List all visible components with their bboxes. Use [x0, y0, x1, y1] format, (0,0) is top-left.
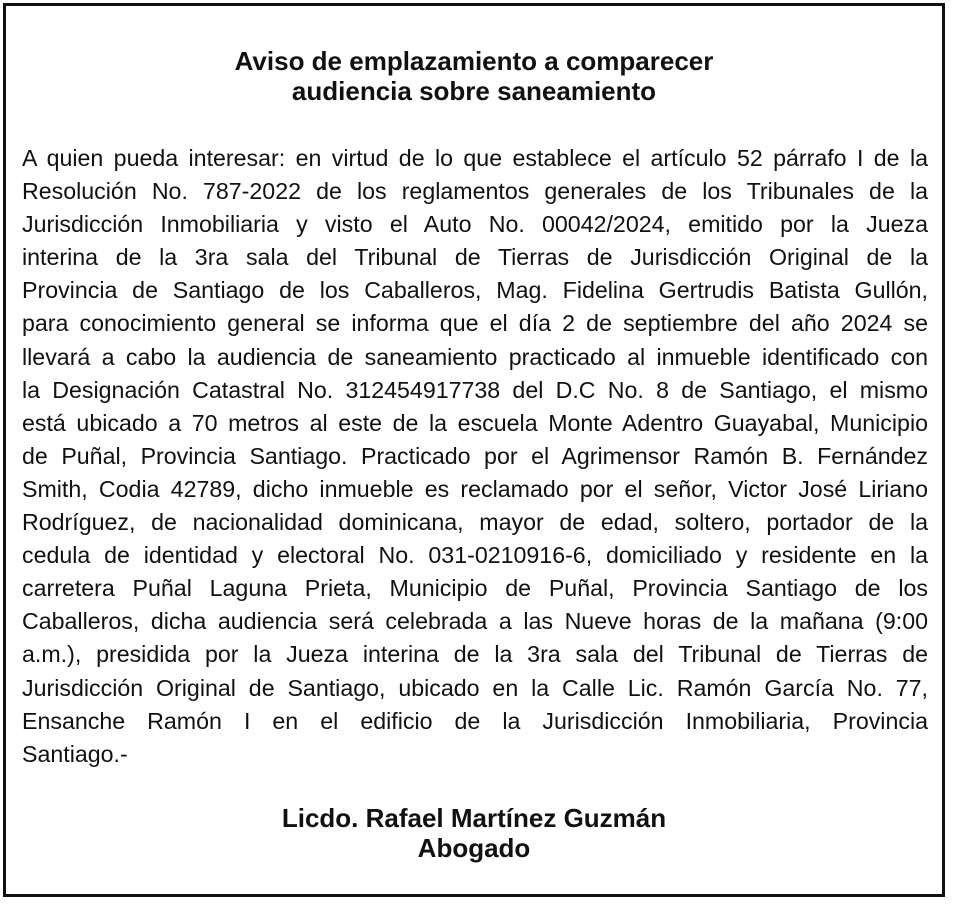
- notice-title-line-2: audiencia sobre saneamiento: [291, 76, 657, 106]
- notice-body-line: Provincia de Santiago de los Caballeros, Mag. Fidelina Gertrudis Batista Gullón,: [22, 277, 928, 304]
- signature-role: Abogado: [417, 833, 531, 863]
- notice-body-line: Santiago.-: [22, 740, 128, 767]
- notice-body-line: cedula de identidad y electoral No. 031-0210916-6, domiciliado y residente en la: [22, 542, 928, 569]
- notice-body-line: a.m.), presidida por la Jueza interina de la 3ra sala del Tribunal de Tierras de: [22, 641, 928, 668]
- notice-body-line: la Designación Catastral No. 312454917738 del D.C No. 8 de Santiago, el mismo: [22, 376, 928, 403]
- notice-body-line: interina de la 3ra sala del Tribunal de Tierras de Jurisdicción Original de la: [22, 244, 928, 271]
- notice-body-line: llevará a cabo la audiencia de saneamiento practicado al inmueble identificado con: [22, 343, 928, 370]
- notice-body-line: Rodríguez, de nacionalidad dominicana, mayor de edad, soltero, portador de la: [22, 509, 928, 536]
- notice-body-line: A quien pueda interesar: en virtud de lo que establece el artículo 52 párrafo I de la: [22, 145, 928, 171]
- notice-body-line: Smith, Codia 42789, dicho inmueble es reclamado por el señor, Victor José Liriano: [22, 475, 928, 502]
- notice-body-line: Ensanche Ramón I en el edificio de la Jurisdicción Inmobiliaria, Provincia: [22, 707, 928, 734]
- signature-name: Licdo. Rafael Martínez Guzmán: [281, 803, 667, 833]
- notice-body-line: Jurisdicción Original de Santiago, ubicado en la Calle Lic. Ramón García No. 77,: [22, 674, 928, 701]
- notice-body-line: carretera Puñal Laguna Prieta, Municipio de Puñal, Provincia Santiago de los: [22, 575, 928, 602]
- notice-body-line: Caballeros, dicha audiencia será celebrada a las Nueve horas de la mañana (9:00: [22, 608, 928, 635]
- notice-body-line: Resolución No. 787-2022 de los reglamentos generales de los Tribunales de la: [22, 178, 928, 205]
- notice-body-line: para conocimiento general se informa que el día 2 de septiembre del año 2024 se: [22, 310, 928, 337]
- legal-notice-box: [3, 3, 945, 897]
- notice-title: [6, 46, 942, 106]
- notice-body-line: está ubicado a 70 metros al este de la escuela Monte Adentro Guayabal, Municipio: [22, 409, 928, 436]
- notice-title-line-1: Aviso de emplazamiento a comparecer: [234, 46, 714, 76]
- notice-body-line: de Puñal, Provincia Santiago. Practicado por el Agrimensor Ramón B. Fernández: [22, 442, 928, 469]
- notice-body-line: Jurisdicción Inmobiliaria y visto el Auto No. 00042/2024, emitido por la Jueza: [22, 211, 928, 238]
- notice-body: [22, 142, 928, 771]
- signature-block: [6, 803, 942, 863]
